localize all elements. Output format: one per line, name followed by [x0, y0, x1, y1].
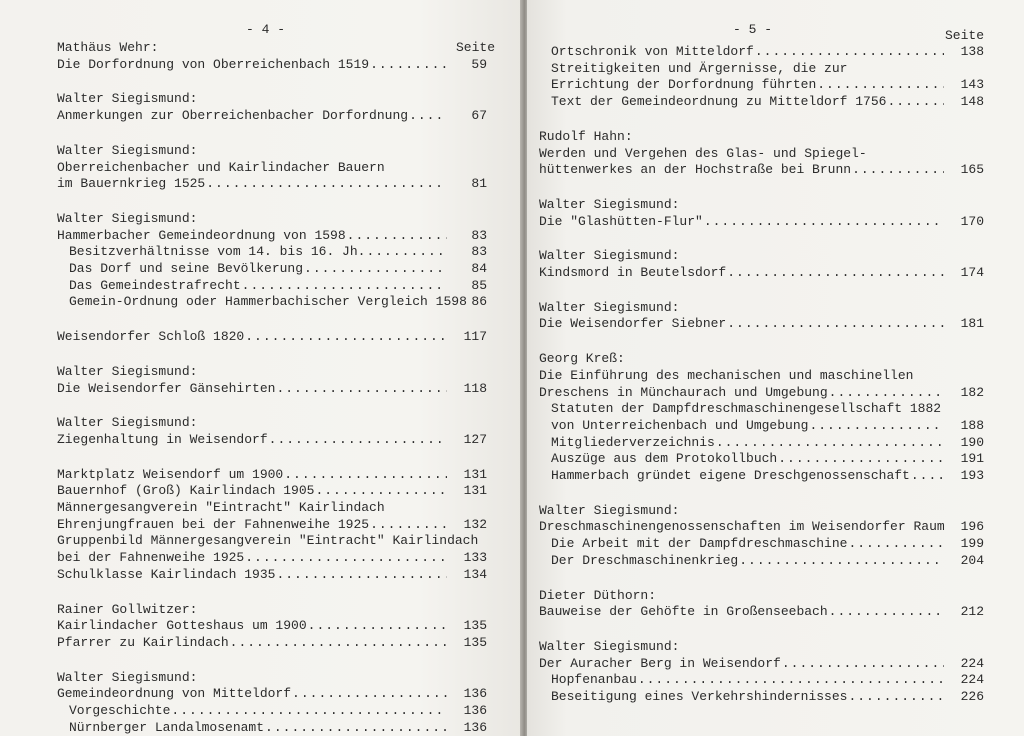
toc-entry	[57, 517, 487, 533]
toc-entry	[539, 656, 984, 672]
toc-entry	[57, 467, 487, 483]
dot-leader	[782, 656, 944, 672]
toc-entry	[539, 519, 984, 535]
entry-title: Die Arbeit mit der Dampfdreschmaschine	[551, 536, 848, 552]
author-name: Walter Siegismund:	[57, 669, 198, 685]
entry-title: Gruppenbild Männergesangverein "Eintracht" Kairlindach	[57, 533, 479, 549]
toc-entry	[57, 686, 487, 702]
toc-entry	[57, 550, 487, 566]
toc-entry	[551, 435, 984, 451]
entry-page-number: 118	[463, 380, 487, 396]
dot-leader	[242, 278, 447, 294]
toc-entry	[551, 77, 984, 93]
toc-entry	[551, 44, 984, 60]
entry-title: Hammerbacher Gemeindeordnung von 1598	[57, 227, 346, 243]
entry-title: Text der Gemeindeordnung zu Mitteldorf 1756	[551, 94, 887, 110]
right-page	[527, 0, 1024, 736]
toc-entry	[551, 672, 984, 688]
entry-title: Auszüge aus dem Protokollbuch	[551, 451, 778, 467]
toc-entry	[539, 604, 984, 620]
entry-page-number: 136	[463, 686, 487, 702]
toc-entry	[69, 244, 487, 260]
page-number: - 5 -	[733, 22, 773, 37]
entry-title: Der Auracher Berg in Weisendorf	[539, 655, 781, 671]
entry-title: Besitzverhältnisse vom 14. bis 16. Jh.	[69, 244, 366, 260]
entry-page-number: 138	[960, 44, 984, 59]
entry-page-number: 181	[960, 316, 984, 332]
author-name: Walter Siegismund:	[57, 91, 198, 107]
entry-title: Das Gemeindestrafrecht	[69, 277, 241, 293]
dot-leader	[409, 108, 447, 124]
entry-page-number: 224	[960, 672, 984, 688]
author-name: Walter Siegismund:	[57, 363, 198, 379]
toc-entry	[551, 451, 984, 467]
entry-title: Ziegenhaltung in Weisendorf	[57, 431, 268, 447]
entry-page-number: 134	[463, 566, 487, 582]
toc-entry	[551, 689, 984, 705]
toc-entry	[539, 385, 984, 401]
entry-title: Bauweise der Gehöfte in Großenseebach	[539, 604, 828, 620]
entry-title: Weisendorfer Schloß 1820	[57, 329, 245, 345]
entry-title: Ortschronik von Mitteldorf	[551, 44, 754, 59]
entry-title: Kairlindacher Gotteshaus um 1900	[57, 618, 307, 634]
entry-page-number: 199	[960, 536, 984, 552]
toc-entry	[551, 553, 984, 569]
entry-title: Beseitigung eines Verkehrshindernisses	[551, 689, 848, 704]
dot-leader	[829, 385, 944, 401]
toc-entry	[551, 418, 984, 434]
dot-leader	[245, 329, 447, 345]
dot-leader	[276, 567, 447, 583]
dot-leader	[829, 604, 944, 620]
dot-leader	[308, 618, 447, 634]
entry-title: Das Dorf und seine Bevölkerung	[69, 261, 304, 276]
dot-leader	[739, 553, 944, 569]
dot-leader	[370, 517, 447, 533]
entry-title: Marktplatz Weisendorf um 1900	[57, 466, 284, 482]
dot-leader	[269, 432, 447, 448]
dot-leader	[727, 316, 944, 332]
entry-title: Anmerkungen zur Oberreichenbacher Dorfordnung	[57, 108, 409, 124]
author-name: Walter Siegismund:	[539, 248, 680, 264]
entry-page-number: 67	[471, 108, 487, 124]
author-name: Walter Siegismund:	[539, 638, 680, 654]
entry-title: Ehrenjungfrauen bei der Fahnenweihe 1925	[57, 516, 370, 532]
author-name: Walter Siegismund:	[539, 196, 680, 212]
entry-page-number: 81	[471, 176, 487, 192]
dot-leader	[887, 94, 944, 110]
toc-entry	[57, 567, 487, 583]
entry-page-number: 133	[463, 550, 487, 566]
toc-entry	[57, 176, 487, 192]
toc-entry	[551, 536, 984, 552]
toc-entry	[551, 94, 984, 110]
dot-leader	[638, 672, 944, 688]
entry-title: Männergesangverein "Eintracht" Kairlindach	[57, 500, 385, 515]
entry-title: Gemein-Ordnung oder Hammerbachischer Vergleich 1598	[69, 294, 467, 310]
entry-title: Mitgliederverzeichnis	[551, 434, 715, 450]
entry-page-number: 86	[471, 294, 487, 310]
author-name: Rainer Gollwitzer:	[57, 601, 198, 617]
entry-title: Bauernhof (Groß) Kairlindach 1905	[57, 483, 315, 499]
toc-entry	[551, 468, 984, 484]
entry-page-number: 196	[960, 519, 984, 535]
toc-entry	[57, 483, 487, 499]
seite-header: Seite	[456, 40, 496, 55]
dot-leader	[304, 261, 447, 277]
toc-entry	[57, 57, 487, 73]
entry-page-number: 165	[960, 162, 984, 178]
entry-title: Vorgeschichte	[69, 703, 171, 718]
dot-leader	[315, 483, 447, 499]
dot-leader	[206, 176, 447, 192]
entry-page-number: 224	[960, 655, 984, 671]
entry-title: Oberreichenbacher und Kairlindacher Bauern	[57, 159, 385, 175]
entry-page-number: 117	[463, 329, 487, 345]
entry-title: Die Dorfordnung von Oberreichenbach 1519	[57, 56, 370, 72]
entry-page-number: 212	[960, 604, 984, 620]
dot-leader	[276, 381, 447, 397]
entry-page-number: 182	[960, 384, 984, 400]
toc-entry	[57, 381, 487, 397]
dot-leader	[727, 265, 944, 281]
dot-leader	[852, 162, 944, 178]
entry-title: Streitigkeiten und Ärgernisse, die zur	[551, 60, 848, 76]
entry-title: Hopfenanbau	[551, 672, 637, 688]
toc-entry	[57, 618, 487, 634]
author-name: Rudolf Hahn:	[539, 128, 633, 144]
entry-page-number: 135	[463, 634, 487, 650]
toc-entry	[69, 294, 487, 310]
entry-title: bei der Fahnenweihe 1925	[57, 550, 245, 566]
entry-title: Die "Glashütten-Flur"	[539, 213, 703, 229]
entry-page-number: 83	[471, 227, 487, 243]
entry-page-number: 143	[960, 77, 984, 93]
toc-entry	[69, 261, 487, 277]
author-name: Mathäus Wehr:	[57, 40, 159, 55]
entry-title: hüttenwerkes an der Hochstraße bei Brunn	[539, 162, 852, 178]
toc-entry	[69, 703, 487, 719]
toc-entry	[539, 265, 984, 281]
entry-title: Pfarrer zu Kairlindach	[57, 634, 229, 650]
toc-entry	[539, 162, 984, 178]
dot-leader	[230, 635, 447, 651]
toc-entry	[57, 432, 487, 448]
entry-page-number: 226	[960, 689, 984, 704]
toc-entry	[57, 108, 487, 124]
entry-page-number: 148	[960, 94, 984, 110]
entry-page-number: 85	[471, 277, 487, 293]
entry-page-number: 84	[471, 261, 487, 276]
toc-entry	[57, 228, 487, 244]
entry-page-number: 83	[471, 244, 487, 260]
toc-entry	[539, 316, 984, 332]
dot-leader	[817, 77, 944, 93]
dot-leader	[245, 550, 447, 566]
entry-title: Dreschens in Münchaurach und Umgebung	[539, 384, 828, 400]
entry-page-number: 191	[960, 451, 984, 467]
dot-leader	[292, 686, 447, 702]
dot-leader	[704, 214, 944, 230]
dot-leader	[366, 244, 447, 260]
dot-leader	[284, 467, 447, 483]
toc-entry	[57, 329, 487, 345]
author-name: Walter Siegismund:	[57, 210, 198, 226]
entry-page-number: 135	[463, 618, 487, 634]
dot-leader	[716, 435, 944, 451]
entry-title: Werden und Vergehen des Glas- und Spiegel-	[539, 145, 867, 161]
page-number: - 4 -	[246, 22, 286, 37]
dot-leader	[809, 418, 944, 434]
entry-page-number: 190	[960, 434, 984, 450]
dot-leader	[911, 468, 944, 484]
entry-page-number: 136	[463, 703, 487, 718]
author-name: Walter Siegismund:	[57, 415, 198, 431]
dot-leader	[755, 44, 944, 60]
seite-header: Seite	[945, 28, 985, 43]
author-name: Walter Siegismund:	[539, 299, 680, 315]
entry-title: Die Weisendorfer Siebner	[539, 316, 727, 332]
author-name: Georg Kreß:	[539, 351, 625, 367]
entry-page-number: 131	[463, 466, 487, 482]
dot-leader	[265, 720, 447, 736]
entry-title: Die Einführung des mechanischen und maschinellen	[539, 367, 914, 383]
dot-leader	[848, 536, 944, 552]
entry-page-number: 174	[960, 265, 984, 280]
author-name: Dieter Düthorn:	[539, 587, 657, 603]
entry-page-number: 204	[960, 552, 984, 568]
entry-title: Dreschmaschinengenossenschaften im Weisendorfer Raum	[539, 519, 945, 535]
toc-entry	[57, 635, 487, 651]
dot-leader	[778, 451, 944, 467]
toc-entry	[69, 278, 487, 294]
dot-leader	[171, 703, 447, 719]
entry-title: Hammerbach gründet eigene Dreschgenossenschaft	[551, 468, 910, 483]
entry-title: Statuten der Dampfdreschmaschinengesellschaft 1882	[551, 401, 942, 417]
dot-leader	[347, 228, 447, 244]
toc-entry	[539, 214, 984, 230]
entry-page-number: 188	[960, 417, 984, 433]
dot-leader	[370, 57, 447, 73]
entry-title: von Unterreichenbach und Umgebung	[551, 417, 809, 433]
entry-title: im Bauernkrieg 1525	[57, 176, 206, 192]
entry-title: Der Dreschmaschinenkrieg	[551, 552, 739, 568]
entry-page-number: 132	[463, 516, 487, 532]
entry-page-number: 127	[463, 431, 487, 447]
entry-page-number: 59	[471, 56, 487, 72]
entry-title: Schulklasse Kairlindach 1935	[57, 566, 276, 582]
author-name: Walter Siegismund:	[57, 142, 198, 158]
entry-page-number: 136	[463, 719, 487, 735]
entry-title: Kindsmord in Beutelsdorf	[539, 265, 727, 280]
entry-page-number: 131	[463, 483, 487, 499]
entry-title: Nürnberger Landalmosenamt	[69, 719, 265, 735]
entry-page-number: 170	[960, 213, 984, 229]
dot-leader	[848, 689, 944, 705]
author-name: Walter Siegismund:	[539, 502, 680, 518]
toc-entry	[69, 720, 487, 736]
entry-title: Die Weisendorfer Gänsehirten	[57, 380, 276, 396]
entry-title: Gemeindeordnung von Mitteldorf	[57, 686, 292, 702]
entry-title: Errichtung der Dorfordnung führten	[551, 77, 817, 93]
entry-page-number: 193	[960, 468, 984, 483]
